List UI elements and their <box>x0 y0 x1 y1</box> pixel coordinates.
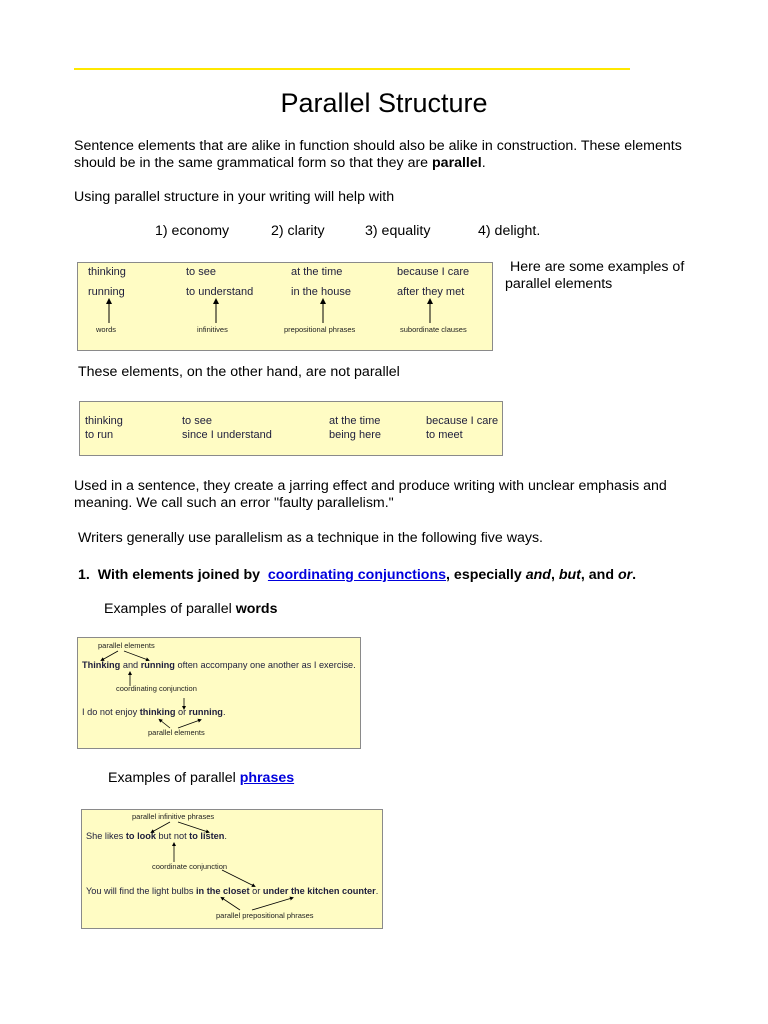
table2-cell: being here <box>329 429 381 441</box>
box3-arrows <box>78 638 362 750</box>
s1-word-a: Thinking <box>82 660 121 670</box>
s1-phrase-b: to look <box>125 831 156 841</box>
box3-top-label: parallel elements <box>98 641 155 650</box>
s2-phrase-b: in the closet <box>195 886 250 896</box>
not-parallel-paragraph: These elements, on the other hand, are not parallel <box>78 364 400 380</box>
parallel-words-box <box>77 637 361 749</box>
intro-bold-word: parallel <box>432 155 482 171</box>
table1-cell: in the house <box>291 286 351 298</box>
yellow-rule <box>74 68 630 70</box>
section-1-sep2: , and <box>580 567 618 583</box>
box3-sentence-2 <box>82 707 226 717</box>
section-1-lead: With elements joined by <box>97 567 264 583</box>
box4-mid-label: coordinate conjunction <box>152 862 228 871</box>
s2-start: You will find the light bulbs <box>86 886 196 896</box>
parallel-elements-box <box>77 262 493 351</box>
section-1-number: 1. <box>78 567 90 583</box>
label-subordinate: subordinate clauses <box>400 325 467 334</box>
phrases-heading <box>108 770 294 787</box>
section-1-mid: , especially <box>446 567 526 583</box>
s1-phrase-d: to listen <box>189 831 225 841</box>
side-note: Here are some examples of parallel elements <box>505 259 685 292</box>
section-1-sep1: , <box>550 567 559 583</box>
writers-paragraph: Writers generally use parallelism as a technique in the following five ways. <box>78 530 543 546</box>
page-title: Parallel Structure <box>280 88 488 118</box>
s2-conj: or <box>175 707 189 717</box>
intro-end: . <box>481 155 486 171</box>
table1-cell: at the time <box>291 266 343 278</box>
phrases-heading-prefix: Examples of parallel <box>108 770 240 786</box>
section-1-heading <box>78 567 636 584</box>
s2-word-d: running <box>188 707 223 717</box>
box3-mid-label: coordinating conjunction <box>116 684 197 693</box>
word-and: and <box>525 567 551 583</box>
s2-phrase-d: under the kitchen counter <box>262 886 376 896</box>
label-infinitives: infinitives <box>197 325 228 334</box>
box4-top-label: parallel infinitive phrases <box>132 812 215 821</box>
s2-start: I do not enjoy <box>82 707 140 717</box>
s1-end: . <box>224 831 227 841</box>
benefit-delight: 4) delight. <box>478 223 541 239</box>
s1-conj: but not <box>155 831 190 841</box>
s1-word-c: running <box>140 660 175 670</box>
s2-conj: or <box>249 886 263 896</box>
box3-bottom-label: parallel elements <box>148 728 205 737</box>
table2-cell: at the time <box>329 415 381 427</box>
table1-cell: to see <box>186 266 216 278</box>
box4-sentence-2 <box>86 886 378 896</box>
s1-rest: often accompany one another as I exercise. <box>174 660 356 670</box>
label-words: words <box>96 325 117 334</box>
box3-sentence-1 <box>82 660 356 670</box>
words-heading-bold: words <box>235 601 278 617</box>
table1-cell: after they met <box>397 286 465 298</box>
jarring-paragraph: Used in a sentence, they create a jarring effect and produce writing with unclear emphasis and meaning. We call such an error "faulty parallelism." <box>74 478 667 511</box>
phrases-link[interactable]: phrases <box>239 770 295 786</box>
table2-cell: to see <box>182 415 212 427</box>
intro-paragraph <box>74 138 714 172</box>
table1-cell: to understand <box>186 286 254 298</box>
s1-conj: and <box>120 660 141 670</box>
s2-end: . <box>222 707 226 717</box>
intro-text: Sentence elements that are alike in function should also be alike in construction. These elements should be in the same grammatical form so that they are <box>74 138 682 171</box>
parallel-phrases-box <box>81 809 383 929</box>
table2-cell: to run <box>85 429 114 441</box>
word-or: or <box>617 567 633 583</box>
table2-cell: since I understand <box>182 429 272 441</box>
box4-bottom-label: parallel prepositional phrases <box>216 911 314 920</box>
label-prepositional: prepositional phrases <box>284 325 356 334</box>
words-heading-prefix: Examples of parallel <box>104 601 236 617</box>
table2-cell: to meet <box>426 429 463 441</box>
s2-end: . <box>375 886 379 896</box>
box4-sentence-1 <box>86 831 227 841</box>
using-paragraph: Using parallel structure in your writing will help with <box>74 189 395 205</box>
benefit-economy: 1) economy <box>155 223 230 239</box>
s2-word-b: thinking <box>139 707 176 717</box>
table2-cell: thinking <box>85 415 123 427</box>
word-but: but <box>558 567 581 583</box>
table1-arrows <box>78 263 494 352</box>
table1-cell: thinking <box>88 266 126 278</box>
table2-cell: because I care <box>426 415 499 427</box>
benefit-equality: 3) equality <box>365 223 431 239</box>
benefit-clarity: 2) clarity <box>271 223 325 239</box>
section-1-end: . <box>632 567 637 583</box>
table1-cell: because I care <box>397 266 470 278</box>
s1-start: She likes <box>86 831 126 841</box>
not-parallel-box <box>79 401 503 456</box>
words-heading <box>104 601 277 618</box>
table1-cell: running <box>88 286 125 298</box>
coordinating-conjunctions-link[interactable]: coordinating conjunctions <box>267 567 447 583</box>
